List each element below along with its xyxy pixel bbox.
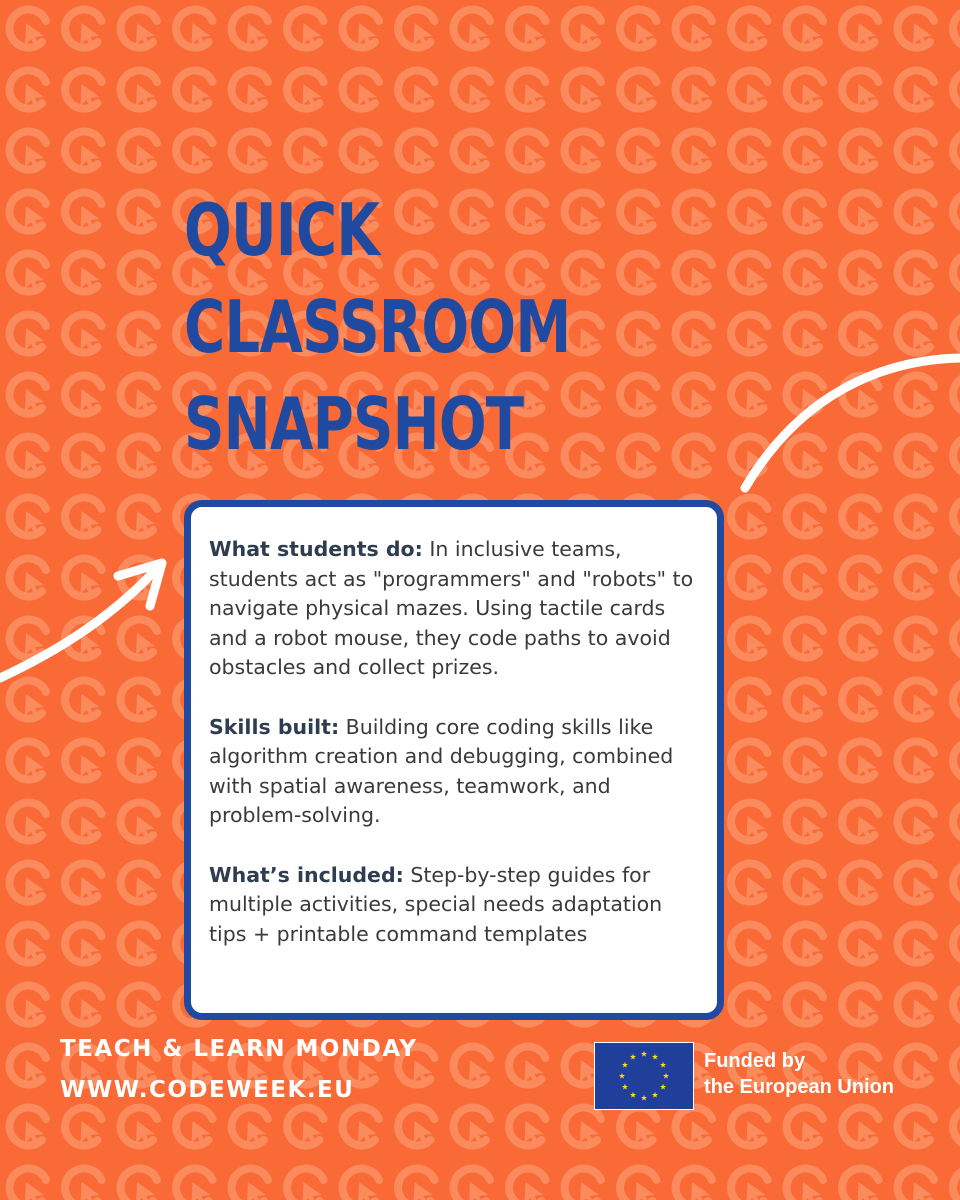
eu-flag-icon [594, 1042, 694, 1110]
included-label: What’s included: [209, 862, 404, 887]
title-line-3: SNAPSHOT [184, 382, 524, 466]
included-text: Step-by-step guides for multiple activities, special needs adaptation tips + printable command templates [209, 862, 663, 946]
eu-funding-label [704, 1048, 894, 1100]
skills-paragraph [209, 713, 699, 831]
tagline: TEACH & LEARN MONDAY [60, 1036, 418, 1062]
page-title [184, 182, 621, 473]
eu-funding-line-2: the European Union [704, 1076, 894, 1098]
title-line-1: QUICK [184, 188, 380, 272]
included-paragraph [209, 861, 699, 950]
info-card [184, 500, 724, 1020]
what-students-do-label: What students do: [209, 537, 423, 561]
website-link[interactable]: WWW.CODEWEEK.EU [60, 1077, 355, 1103]
eu-funding-line-1: Funded by [704, 1050, 806, 1072]
what-students-do-paragraph [209, 535, 699, 683]
title-line-2: CLASSROOM [184, 285, 571, 369]
skills-text: Building core coding skills like algorithm creation and debugging, combined with spatial awareness, teamwork, and problem-solving. [209, 714, 674, 827]
skills-label: Skills built: [209, 714, 340, 739]
what-students-do-text: In inclusive teams, students act as "programmers" and "robots" to navigate physical mazes. Using tactile cards and a robot mouse, they code paths to avoid obstacles and collect prizes. [209, 537, 694, 679]
